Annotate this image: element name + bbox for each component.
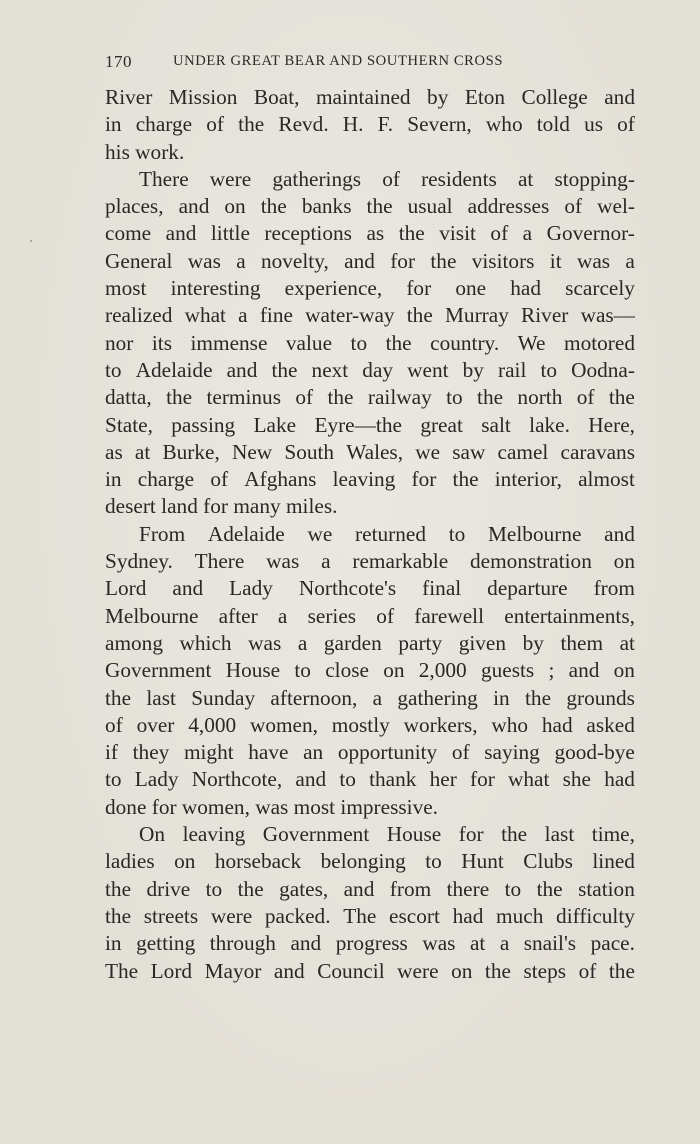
paragraph bbox=[105, 84, 635, 166]
text-line: in getting through and progress was at a snail's pace. bbox=[105, 931, 635, 956]
text-line: the last Sunday afternoon, a gathering in the grounds bbox=[105, 685, 635, 710]
running-head: UNDER GREAT BEAR AND SOUTHERN CROSS bbox=[173, 53, 504, 69]
text-line: come and little receptions as the visit of a Governor- bbox=[105, 221, 635, 246]
text-line: if they might have an opportunity of saying good-bye bbox=[105, 740, 635, 765]
page-number: 170 bbox=[105, 52, 132, 71]
text-line: among which was a garden party given by them at bbox=[105, 630, 635, 655]
text-line: to Lady Northcote, and to thank her for what she had bbox=[105, 767, 635, 792]
text-line: the streets were packed. The escort had much difficulty bbox=[105, 903, 635, 928]
text-line: the drive to the gates, and from there to the station bbox=[105, 876, 635, 901]
text-line: Government House to close on 2,000 guests ; and on bbox=[105, 658, 635, 683]
text-line: State, passing Lake Eyre—the great salt lake. Here, bbox=[105, 412, 635, 437]
paper-speck bbox=[30, 240, 32, 242]
text-line: done for women, was most impressive. bbox=[105, 794, 439, 819]
text-line: River Mission Boat, maintained by Eton College and bbox=[105, 85, 635, 109]
paragraph bbox=[105, 821, 635, 985]
text-line: Lord and Lady Northcote's final departure from bbox=[105, 576, 635, 601]
text-line: ladies on horseback belonging to Hunt Clubs lined bbox=[105, 849, 635, 874]
text-line: his work. bbox=[105, 139, 185, 164]
paragraph bbox=[105, 166, 635, 521]
text-line: as at Burke, New South Wales, we saw camel caravans bbox=[105, 439, 635, 464]
text-line: The Lord Mayor and Council were on the steps of the bbox=[105, 958, 635, 983]
text-line: General was a novelty, and for the visitors it was a bbox=[105, 248, 635, 273]
text-line: nor its immense value to the country. We motored bbox=[105, 330, 635, 355]
text-line: realized what a fine water-way the Murray River was— bbox=[105, 303, 635, 328]
text-line: of over 4,000 women, mostly workers, who had asked bbox=[105, 712, 635, 737]
text-line: From Adelaide we returned to Melbourne and bbox=[139, 521, 635, 546]
text-line: in charge of Afghans leaving for the interior, almost bbox=[105, 467, 635, 492]
text-line: desert land for many miles. bbox=[105, 494, 338, 519]
text-line: places, and on the banks the usual addresses of wel- bbox=[105, 194, 635, 219]
text-line: in charge of the Revd. H. F. Severn, who told us of bbox=[105, 112, 635, 137]
text-line: to Adelaide and the next day went by rail to Oodna- bbox=[105, 357, 635, 382]
text-line: datta, the terminus of the railway to the north of the bbox=[105, 385, 635, 410]
text-line: There were gatherings of residents at stopping- bbox=[139, 166, 635, 191]
text-line: Melbourne after a series of farewell entertainments, bbox=[105, 603, 635, 628]
page-header bbox=[105, 52, 635, 74]
text-line: most interesting experience, for one had scarcely bbox=[105, 276, 635, 301]
text-line: Sydney. There was a remarkable demonstration on bbox=[105, 549, 635, 574]
paragraph bbox=[105, 521, 635, 821]
body-text bbox=[105, 84, 635, 985]
text-line: On leaving Government House for the last time, bbox=[139, 822, 635, 847]
